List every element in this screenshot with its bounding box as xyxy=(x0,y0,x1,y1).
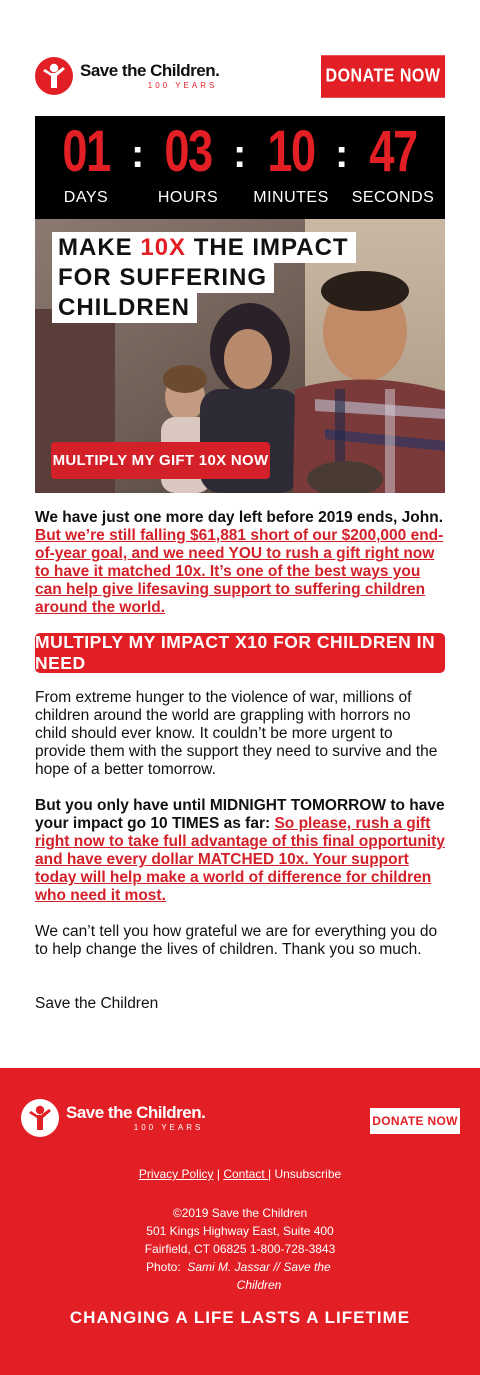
logo-name: Save the Children. xyxy=(80,61,220,80)
hero-headline-line-2: FOR SUFFERING xyxy=(52,262,274,293)
footer-links xyxy=(0,1167,480,1181)
footer-tagline: CHANGING A LIFE LASTS A LIFETIME xyxy=(69,1308,411,1327)
thank-you-paragraph: We can’t tell you how grateful we are for everything you do to help change the lives of children. Thank you so much. xyxy=(35,923,438,958)
countdown-days xyxy=(36,116,136,207)
days-value: 01 xyxy=(62,119,110,184)
hours-value: 03 xyxy=(164,119,212,184)
intro-paragraph xyxy=(35,509,445,617)
address-line-2: Fairfield, CT 06825 1-800-728-3843 xyxy=(144,1242,336,1256)
countdown-separator: : xyxy=(233,132,247,176)
minutes-label: MINUTES xyxy=(253,189,329,206)
countdown-timer xyxy=(35,116,445,219)
footer xyxy=(0,1068,480,1375)
signature: Save the Children xyxy=(35,995,159,1012)
countdown-hours xyxy=(138,116,238,207)
hero-headline-line-1: MAKE 10X THE IMPACT xyxy=(52,232,356,263)
logo-years: 100 YEARS xyxy=(147,81,218,90)
intro-bold-text: We have just one more day left before 2019 ends, John. xyxy=(35,509,444,526)
photo-credit: Photo: Sami M. Jassar // Save the Children xyxy=(145,1260,331,1292)
countdown-minutes xyxy=(241,116,341,207)
unsubscribe-link[interactable]: Unsubscribe xyxy=(274,1167,342,1181)
contact-link[interactable]: Contact xyxy=(223,1167,269,1181)
hero-image[interactable] xyxy=(35,219,445,493)
rush-gift-link[interactable]: So please, rush a gift right now to take full advantage of this final opportunity and have every dollar MATCHED 10x. Your support today will help make a world of difference for children who need it most. xyxy=(35,815,445,904)
donate-now-button[interactable]: DONATE NOW xyxy=(321,55,445,98)
minutes-value: 10 xyxy=(267,119,315,184)
link-separator: | xyxy=(268,1167,275,1181)
countdown-separator: : xyxy=(131,132,145,176)
body-paragraph-hunger: From extreme hunger to the violence of war, millions of children around the world are grappling with horrors no child should ever know. It couldn’t be more urgent to provide them with the support they need to survive and the hope of a better tomorrow. xyxy=(35,689,438,778)
footer-logo-years: 100 YEARS xyxy=(133,1123,204,1132)
hero-headline xyxy=(52,232,356,323)
days-label: DAYS xyxy=(63,189,109,206)
child-figure-icon xyxy=(35,57,73,95)
email-header xyxy=(35,55,445,97)
footer-donate-button[interactable]: DONATE NOW xyxy=(370,1108,460,1134)
multiply-impact-button[interactable]: MULTIPLY MY IMPACT X10 FOR CHILDREN IN NEED xyxy=(35,633,445,673)
footer-logo-name: Save the Children. xyxy=(66,1103,206,1122)
privacy-policy-link[interactable]: Privacy Policy xyxy=(138,1167,214,1181)
child-figure-icon xyxy=(21,1099,59,1137)
hours-label: HOURS xyxy=(157,189,219,206)
seconds-label: SECONDS xyxy=(351,189,435,206)
seconds-value: 47 xyxy=(369,119,417,184)
goal-link[interactable]: But we’re still falling $61,881 short of our $200,000 end-of-year goal, and we need YOU to rush a gift right now to have it matched 10x. It’s one of the best ways you can help give lifesaving support to suffering children around the world. xyxy=(35,527,444,616)
countdown-separator: : xyxy=(335,132,349,176)
deadline-paragraph xyxy=(35,797,445,905)
copyright: ©2019 Save the Children xyxy=(172,1206,308,1220)
multiply-gift-button[interactable]: MULTIPLY MY GIFT 10X NOW xyxy=(51,442,270,479)
hero-headline-line-3: CHILDREN xyxy=(52,292,197,323)
deadline-bold-text: But you only have until MIDNIGHT TOMORROW to have your impact go 10 TIMES as far: xyxy=(35,797,445,832)
hero-accent-10x: 10X xyxy=(140,234,187,261)
footer-logo[interactable] xyxy=(21,1099,205,1137)
footer-info xyxy=(0,1204,480,1294)
link-separator: | xyxy=(213,1167,224,1181)
address-line-1: 501 Kings Highway East, Suite 400 xyxy=(146,1224,334,1238)
save-the-children-logo[interactable] xyxy=(35,55,219,97)
countdown-seconds xyxy=(343,116,443,207)
